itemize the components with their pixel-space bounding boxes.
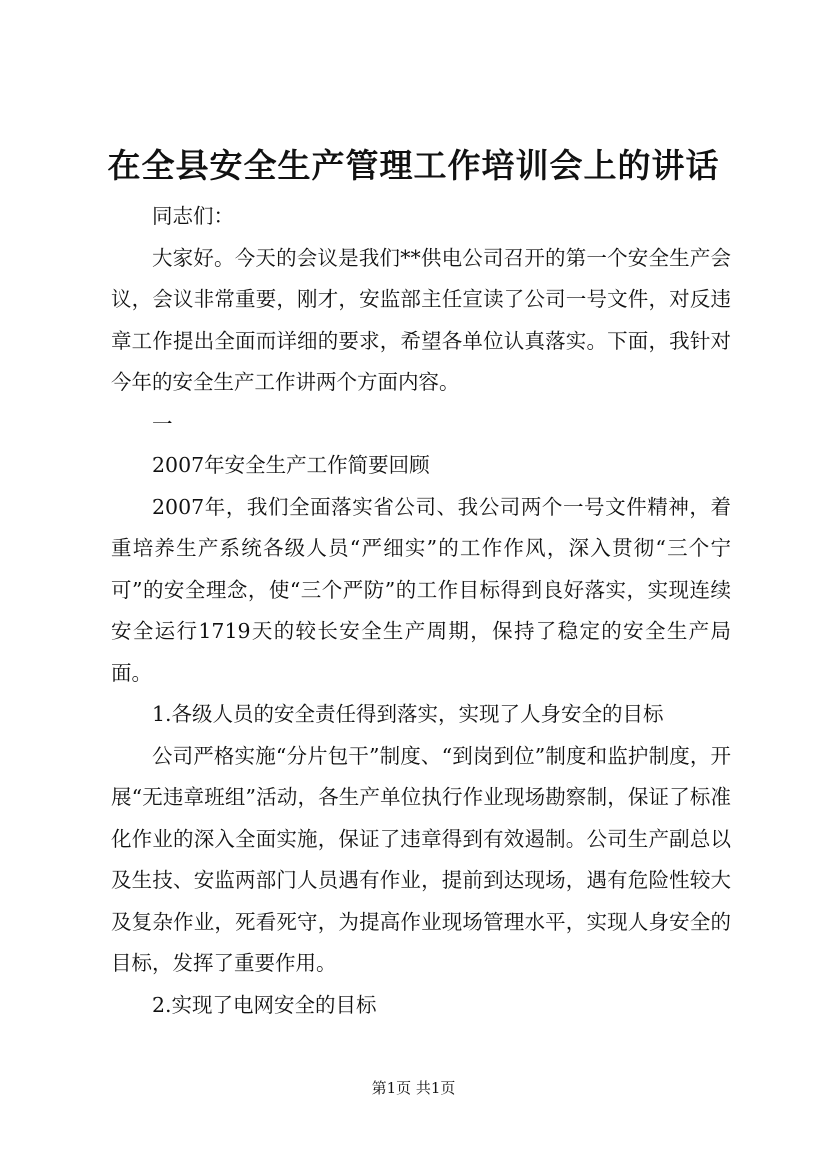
body-paragraph: 大家好。今天的会议是我们**供电公司召开的第一个安全生产会议，会议非常重要，刚才，安监部主任宣读了公司一号文件，对反违章工作提出全面而详细的要求，希望各单位认真落实。下面，我针对今年的安全生产工作讲两个方面内容。 [111, 245, 731, 394]
section-number: 一 [152, 411, 173, 436]
page-footer: 第1页 共1页 [371, 1079, 456, 1097]
document-body [111, 196, 731, 1026]
subsection-heading: 1.各级人员的安全责任得到落实，实现了人身安全的目标 [152, 702, 664, 726]
body-paragraph: 公司严格实施“分片包干”制度、“到岗到位”制度和监护制度，开展“无违章班组”活动，各生产单位执行作业现场勘察制，保证了标准化作业的深入全面实施，保证了违章得到有效遏制。公司生产副总以及生技、安监两部门人员遇有作业，提前到达现场，遇有危险性较大及复杂作业，死看死守，为提高作业现场管理水平，实现人身安全的目标，发挥了重要作用。 [111, 743, 731, 975]
body-paragraph: 2007年，我们全面落实省公司、我公司两个一号文件精神，着重培养生产系统各级人员“严细实”的工作作风，深入贯彻“三个宁可”的安全理念，使“三个严防”的工作目标得到良好落实，实现连续安全运行1719天的较长安全生产周期，保持了稳定的安全生产局面。 [111, 494, 731, 685]
subsection-heading: 2.实现了电网安全的目标 [152, 992, 377, 1017]
salutation-paragraph: 同志们： [152, 204, 234, 228]
document-title: 在全县安全生产管理工作培训会上的讲话 [107, 146, 720, 185]
section-heading: 2007年安全生产工作简要回顾 [152, 453, 430, 477]
